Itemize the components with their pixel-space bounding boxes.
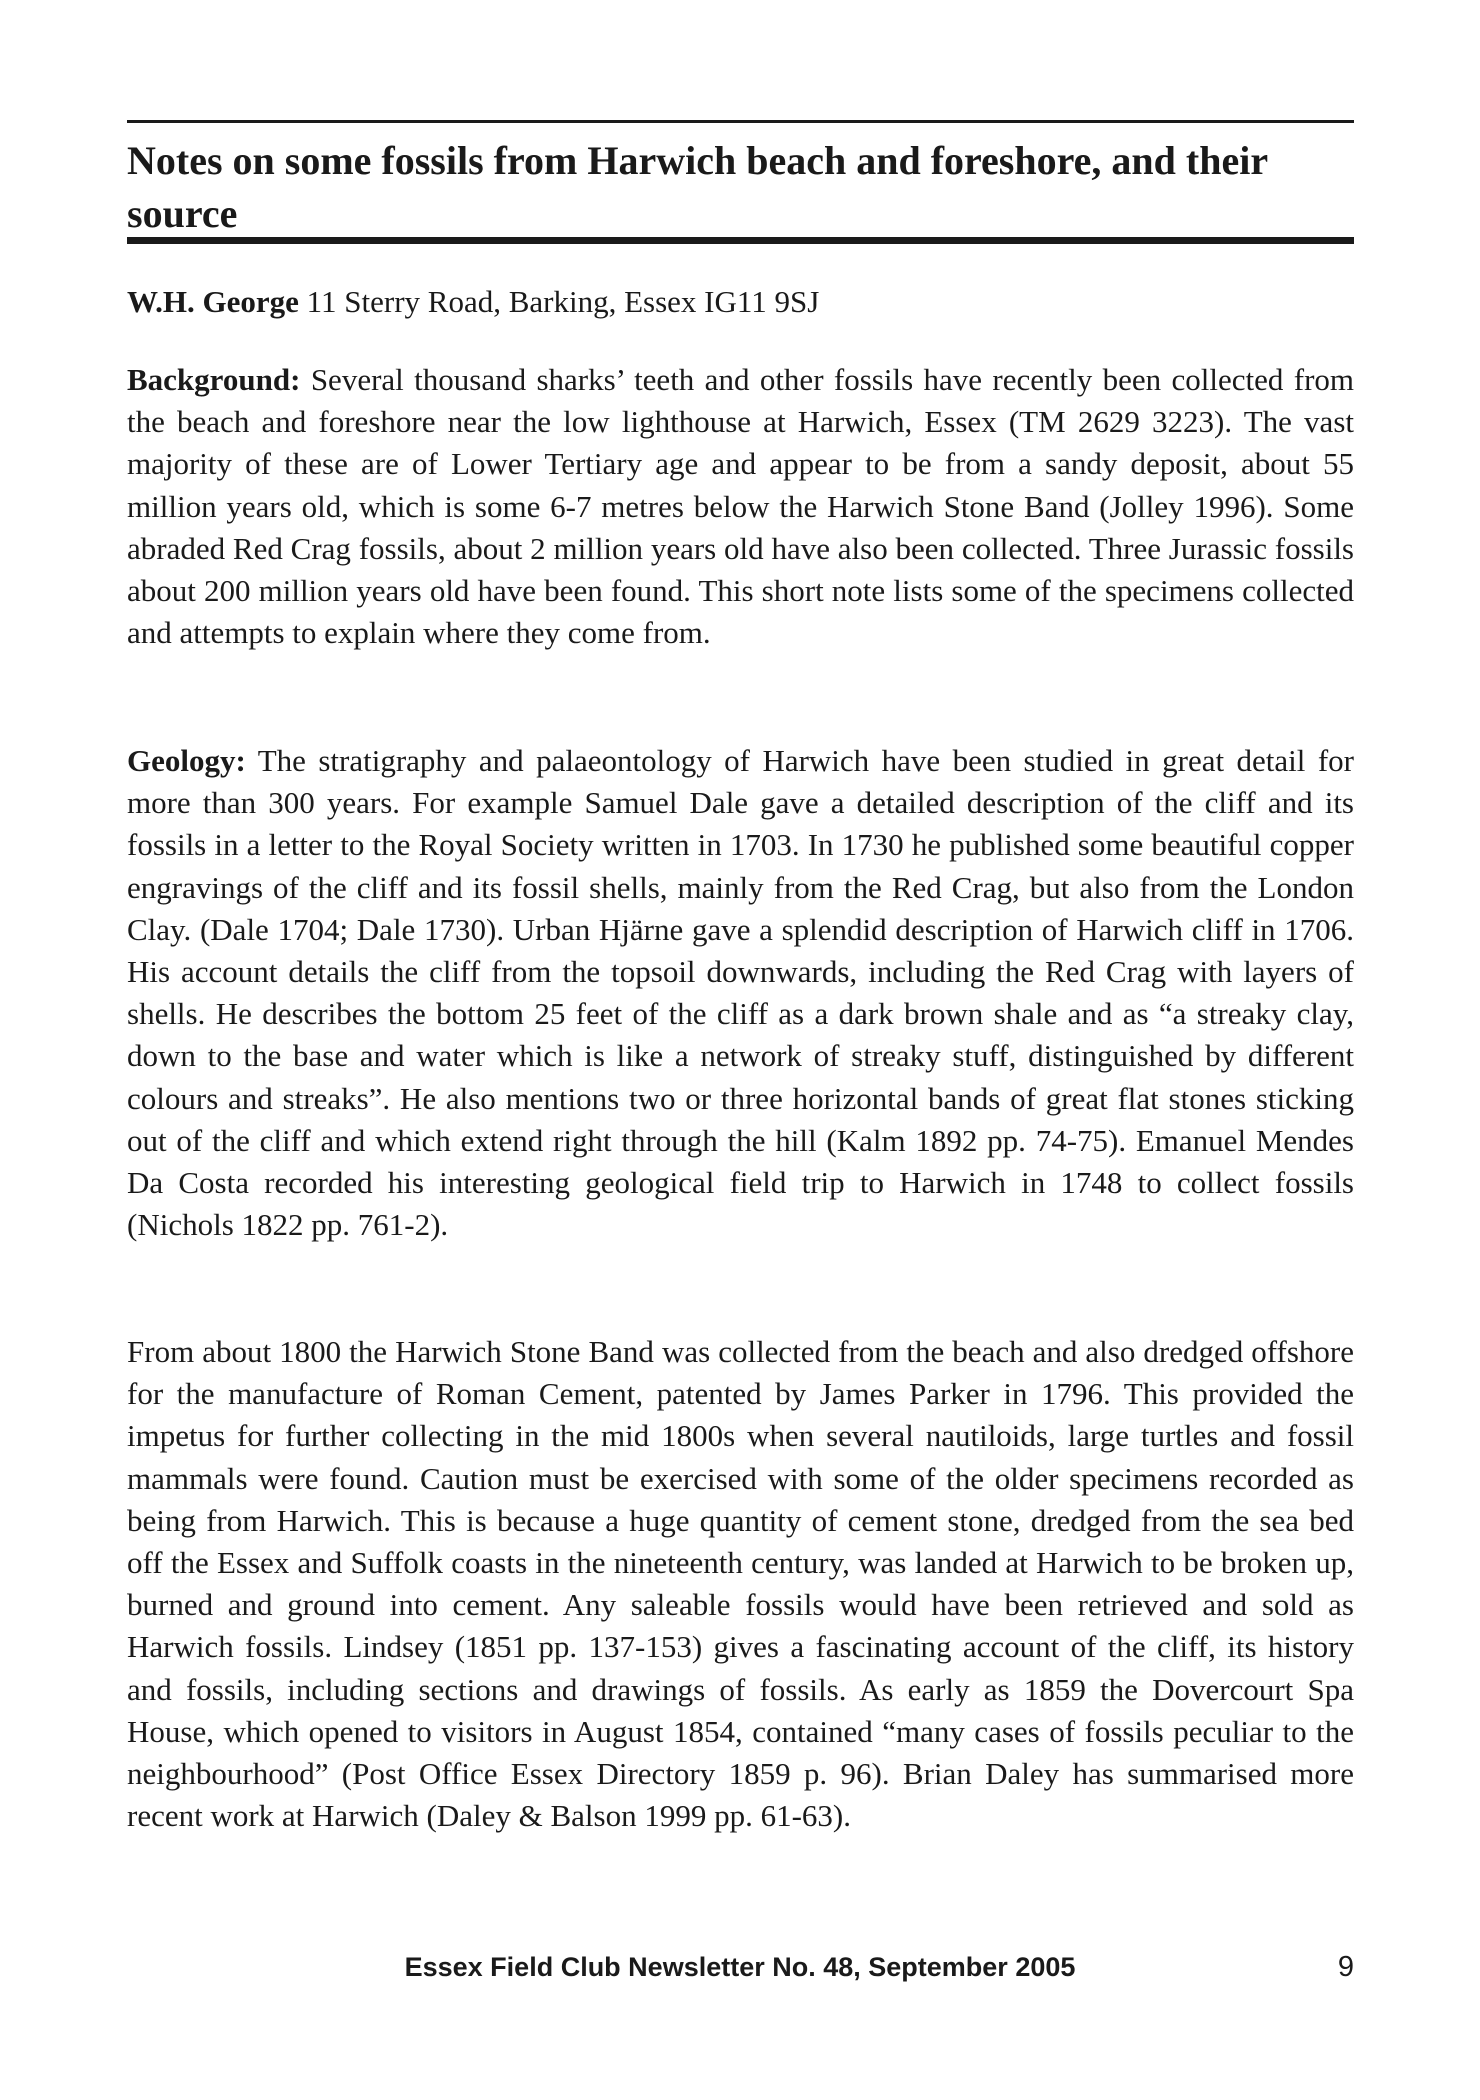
stone-band-text: From about 1800 the Harwich Stone Band was collected from the beach and also dredged offshore for the manufacture of Roman Cement, patented by James Parker in 1796. This provided the impetus for further collecting in the mid 1800s when several nautiloids, large turtles and fossil mammals were found. Caution must be exercised with some of the older specimens recorded as being from Harwich. This is because a huge quantity of cement stone, dredged from the sea bed off the Essex and Suffolk coasts in the nineteenth century, was landed at Harwich to be broken up, burned and ground into cement. Any saleable fossils would have been retrieved and sold as Harwich fossils. Lindsey (1851 pp. 137-153) gives a fascinating account of the cliff, its history and fossils, including sections and drawings of fossils. As early as 1859 the Dovercourt Spa House, which opened to visitors in August 1854, contained “many cases of fossils peculiar to the neighbourhood” (Post Office Essex Directory 1859 p. 96). Brian Daley has summarised more recent work at Harwich (Daley & Balson 1999 pp. 61-63). bbox=[127, 1334, 1354, 1834]
title-top-rule bbox=[127, 120, 1354, 123]
author-name: W.H. George bbox=[127, 284, 299, 319]
background-heading: Background: bbox=[127, 362, 301, 397]
geology-text: The stratigraphy and palaeontology of Harwich have been studied in great detail for more than 300 years. For example Samuel Dale gave a detailed description of the cliff and its fossils in a letter to the Royal Society written in 1703. In 1730 he published some beautiful copper engravings of the cliff and its fossil shells, mainly from the Red Crag, but also from the London Clay. (Dale 1704; Dale 1730). Urban Hjärne gave a splendid description of Harwich cliff in 1706. His account details the cliff from the topsoil downwards, including the Red Crag with layers of shells. He describes the bottom 25 feet of the cliff as a dark brown shale and as “a streaky clay, down to the base and water which is like a network of streaky stuff, distinguished by different colours and streaks”. He also mentions two or three horizontal bands of great flat stones sticking out of the cliff and which extend right through the hill (Kalm 1892 pp. 74-75). Emanuel Mendes Da Costa recorded his interesting geological field trip to Harwich in 1748 to collect fossils (Nichols 1822 pp. 761-2). bbox=[127, 743, 1354, 1243]
page-number: 9 bbox=[1337, 1951, 1354, 1983]
author-line bbox=[127, 282, 1354, 322]
stone-band-paragraph bbox=[127, 1331, 1354, 1837]
geology-heading: Geology: bbox=[127, 743, 246, 778]
page-footer bbox=[0, 1950, 1480, 1990]
author-address: 11 Sterry Road, Barking, Essex IG11 9SJ bbox=[306, 284, 820, 319]
footer-publication: Essex Field Club Newsletter No. 48, September 2005 bbox=[404, 1952, 1076, 1982]
background-paragraph bbox=[127, 359, 1354, 654]
title-bottom-rule bbox=[127, 237, 1354, 244]
geology-paragraph bbox=[127, 740, 1354, 1246]
background-text: Several thousand sharks’ teeth and other fossils have recently been collected from the beach and foreshore near the low lighthouse at Harwich, Essex (TM 2629 3223). The vast majority of these are of Lower Tertiary age and appear to be from a sandy deposit, about 55 million years old, which is some 6-7 metres below the Harwich Stone Band (Jolley 1996). Some abraded Red Crag fossils, about 2 million years old have also been collected. Three Jurassic fossils about 200 million years old have been found. This short note lists some of the specimens collected and attempts to explain where they come from. bbox=[127, 362, 1355, 651]
article-title: Notes on some fossils from Harwich beach and foreshore, and their source bbox=[127, 138, 1268, 236]
